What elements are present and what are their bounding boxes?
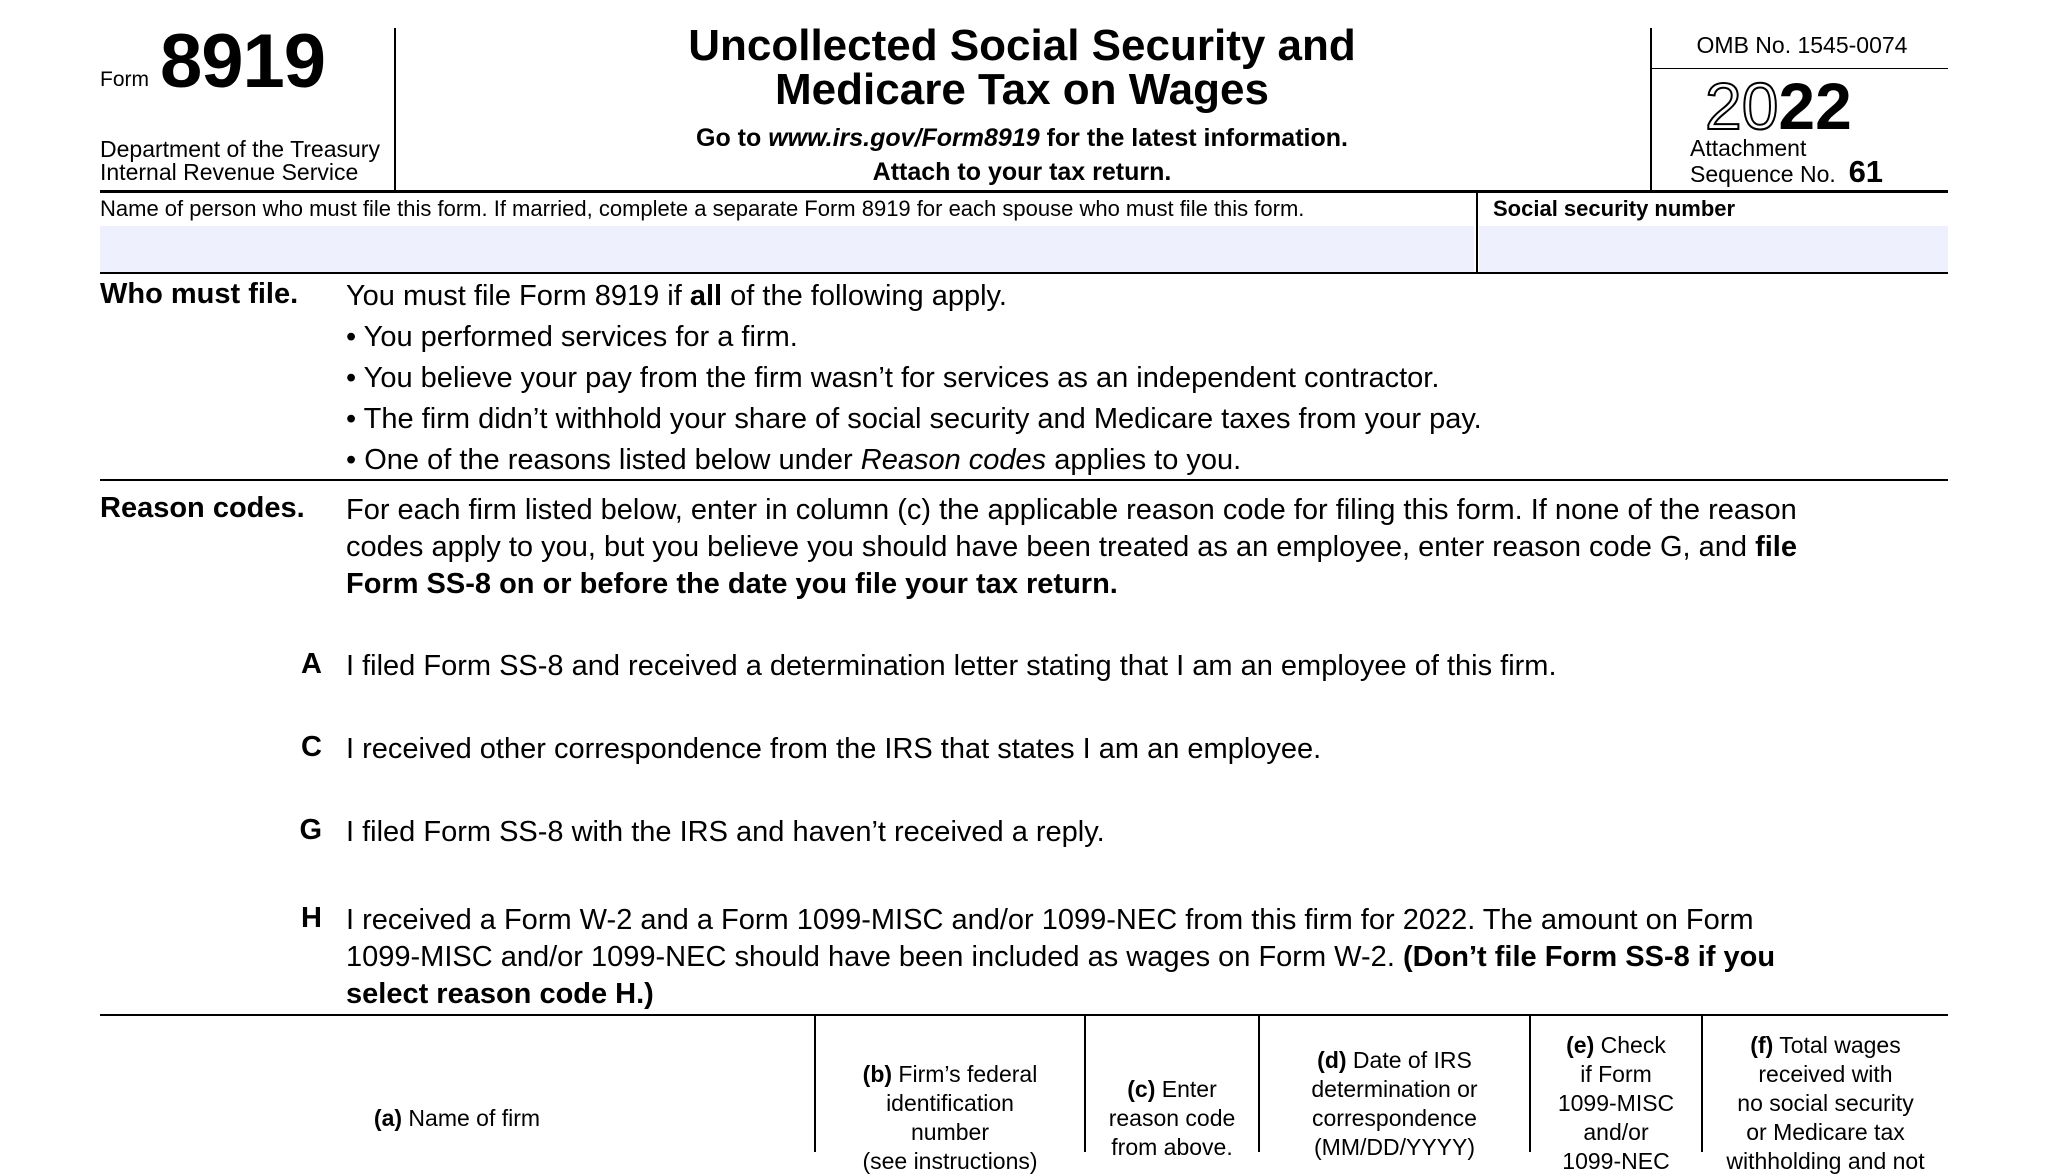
col-e-line-3: 1099-MISC [1557,1090,1675,1116]
col-f-label: (f) [1750,1032,1774,1058]
reason-code-a-text: I filed Form SS-8 and received a determination letter stating that I am an employee of this firm. [346,650,1557,682]
who-must-file-bottom-rule [100,479,1948,481]
col-a-text: Name of firm [402,1105,541,1131]
attach-instruction: Attach to your tax return. [872,158,1172,186]
header-bottom-rule [100,190,1948,193]
name-ssn-divider [1476,193,1478,274]
who-bullet-4-post: applies to you. [1046,444,1242,476]
reason-codes-bottom-rule [100,1014,1948,1016]
col-f-line-1: Total wages [1773,1032,1901,1058]
tax-year [1705,70,1852,142]
form-number: 8919 [160,19,326,104]
ssn-label: Social security number [1493,196,1736,221]
reason-code-c-text: I received other correspondence from the IRS that states I am an employee. [346,733,1322,765]
col-b-header [816,1060,1084,1176]
name-row-bottom-rule [100,272,1948,274]
goto-prefix: Go to [696,124,769,152]
who-intro-post: of the following apply. [722,280,1007,312]
reason-code-c-letter: C [301,731,322,763]
col-b-line-1: Firm’s federal [892,1061,1038,1087]
who-bullet-1: • You performed services for a firm. [346,321,798,353]
col-f-line-2: received with [1758,1061,1893,1087]
col-e-line-5: 1099-NEC [1562,1148,1670,1174]
department-line-1: Department of the Treasury [100,136,380,162]
col-b-line-2: identification [886,1090,1014,1116]
col-c-header [1086,1075,1258,1162]
reason-h-line-2-bold: (Don’t file Form SS-8 if you [1402,941,1776,973]
col-f-line-5: withholding and not [1726,1148,1925,1174]
reason-code-g-letter: G [299,814,322,846]
department-line-2: Internal Revenue Service [100,159,359,185]
col-d-line-2: determination or [1311,1076,1478,1102]
who-bullet-4-italic: Reason codes [860,444,1047,476]
col-f-header [1703,1031,1948,1176]
name-label: Name of person who must file this form. If married, complete a separate Form 8919 for each spouse who must file this form. [100,196,1305,221]
attachment-sequence [1690,135,1884,189]
omb-number: OMB No. 1545-0074 [1696,32,1908,58]
who-must-file-heading: Who must file. [100,278,299,310]
reason-h-line-1: I received a Form W-2 and a Form 1099-MISC and/or 1099-NEC from this firm for 2022. The amount on Form [346,904,1754,936]
sequence-label: Sequence No. [1690,161,1836,187]
title-line-2: Medicare Tax on Wages [775,65,1269,114]
col-d-line-1: Date of IRS [1346,1047,1472,1073]
goto-url[interactable]: www.irs.gov/Form8919 [768,124,1040,152]
sequence-number: 61 [1848,154,1884,189]
who-bullet-2: • You believe your pay from the firm wasn’t for services as an independent contractor. [346,362,1440,394]
form-title [396,21,1648,114]
col-c-line-2: reason code [1108,1105,1236,1131]
col-c-label: (c) [1127,1076,1156,1102]
who-intro-pre: You must file Form 8919 if [346,280,690,312]
attachment-label: Attachment [1690,135,1807,161]
reason-code-g-text: I filed Form SS-8 with the IRS and haven’t received a reply. [346,816,1105,848]
col-e-label: (e) [1566,1032,1595,1058]
tax-year-outline: 20 [1705,69,1779,143]
goto-line [396,124,1648,153]
col-e-line-2: if Form [1580,1061,1652,1087]
col-c-line-1: Enter [1155,1076,1217,1102]
reason-intro-line-2-pre: codes apply to you, but you believe you should have been treated as an employee, enter reason code G, and [346,531,1756,563]
reason-intro-line-2-bold: file [1755,531,1797,563]
reason-code-a-letter: A [301,648,322,680]
col-a-header [100,1104,814,1133]
title-line-1: Uncollected Social Security and [688,21,1356,70]
tax-year-bold: 22 [1778,69,1852,143]
reason-code-h-letter: H [301,902,322,934]
col-f-line-3: no social security [1737,1090,1914,1116]
col-e-line-4: and/or [1583,1119,1649,1145]
name-field[interactable] [100,226,1474,272]
reason-codes-heading: Reason codes. [100,492,305,524]
col-e-header [1531,1031,1701,1176]
who-bullet-3: • The firm didn’t withhold your share of social security and Medicare taxes from your pay. [346,403,1482,435]
col-b-line-3: number [911,1119,989,1145]
department [100,138,380,184]
col-f-line-4: or Medicare tax [1746,1119,1905,1145]
col-c-line-3: from above. [1111,1134,1233,1160]
col-d-header [1260,1046,1529,1162]
who-bullet-4-pre: • One of the reasons listed below under [346,444,861,476]
col-d-line-4: (MM/DD/YYYY) [1314,1134,1475,1160]
who-must-file-text [346,278,1482,479]
col-b-label: (b) [862,1061,893,1087]
col-b-line-4: (see instructions) [862,1148,1038,1174]
reason-intro-line-1: For each firm listed below, enter in column (c) the applicable reason code for filing this form. If none of the reason [346,494,1797,526]
col-e-line-1: Check [1594,1032,1666,1058]
reason-intro-line-3-bold: Form SS-8 on or before the date you file your tax return. [346,568,1118,600]
goto-suffix: for the latest information. [1039,124,1348,152]
who-intro-bold: all [689,280,723,312]
reason-codes-intro [346,492,1797,603]
col-a-label: (a) [373,1105,403,1131]
col-d-line-3: correspondence [1312,1105,1477,1131]
reason-h-line-2-pre: 1099-MISC and/or 1099-NEC should have been included as wages on Form W-2. [346,941,1403,973]
col-d-label: (d) [1317,1047,1347,1073]
form-word: Form [100,68,149,91]
reason-h-line-3-bold: select reason code H.) [346,978,654,1010]
ssn-field[interactable] [1479,226,1948,272]
reason-code-h-text [346,902,1775,1013]
